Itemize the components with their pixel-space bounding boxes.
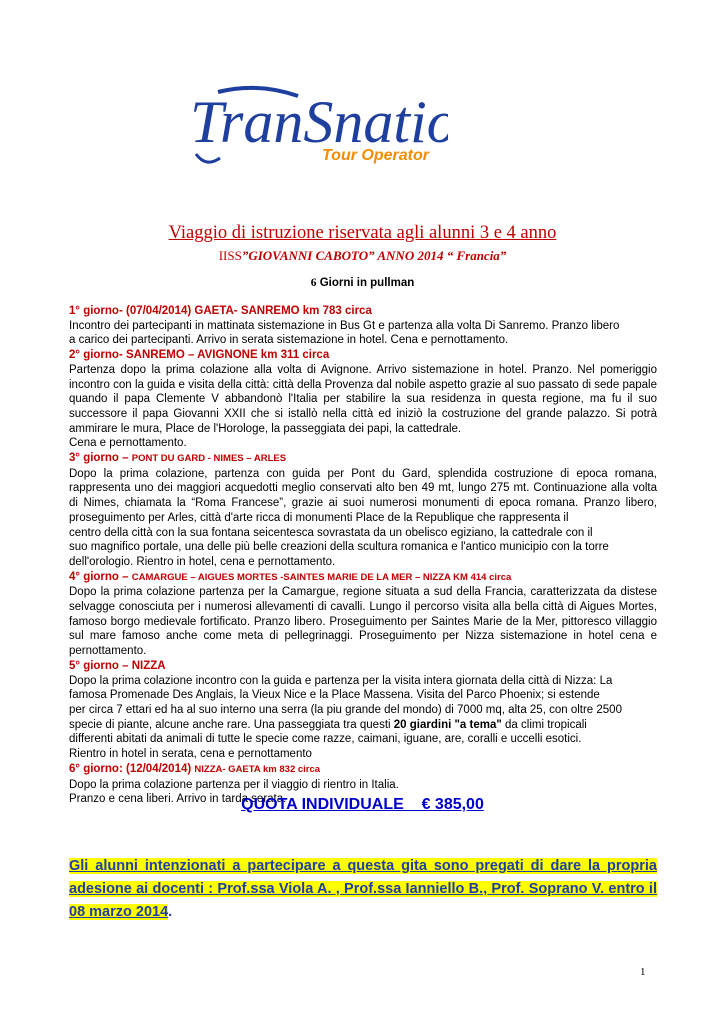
day-3-text: Dopo la prima colazione, partenza con guida per Pont du Gard, splendida costruzione di epoca romana, rappresenta uno dei maggiori acquedotti meglio conservati alto ben 49 mt, lungo 275 mt. Continuazione alla volta di Nimes, chiamata la “Roma Francese”, grazie ai suoi numerosi monumenti di epoca romana. Pranzo libero, proseguimento per Arles, città d'arte ricca di monumenti Place de la Republique che rappresenta il xyxy=(69,467,657,524)
day-2-heading: 2° giorno- SANREMO – AVIGNONE km 311 circa xyxy=(69,349,330,362)
day-3-line-1: centro della città con la sua fontana seicentesca sovrastata da un obelisco egiziano, la cattedrale con il xyxy=(69,526,593,539)
days-text: Giorni in pullman xyxy=(319,277,415,289)
day-1-heading: 1° giorno- (07/04/2014) GAETA- SANREMO km 783 circa xyxy=(69,305,372,317)
day-1-line-1: Incontro dei partecipanti in mattinata sistemazione in Bus Gt e partenza alla volta Di Sanremo. Pranzo libero xyxy=(69,319,620,332)
day-5-heading-b: NIZZA xyxy=(131,659,166,672)
day-3-heading-b: PONT DU GARD - NIMES – ARLES xyxy=(131,453,287,465)
days-number: 6 xyxy=(310,277,317,289)
day-6-heading-b: NIZZA- GAETA km 832 circa xyxy=(194,763,321,775)
day-5-line-4 xyxy=(69,718,657,733)
day-6-line-2: Pranzo e cena liberi. Arrivo in tarda serata. xyxy=(69,793,287,806)
day-5-line-4-c: da climi tropicali xyxy=(501,718,587,731)
quota-individuale: QUOTA INDIVIDUALE € 385,00 xyxy=(241,796,484,813)
day-5-line-5: differenti abitati da animali di tutte le specie come razze, caimani, iguane, are, coralli e uccelli esotici. xyxy=(69,733,582,746)
day-4-heading-b: CAMARGUE – AIGUES MORTES -SAINTES MARIE DE LA MER – NIZZA KM 414 circa xyxy=(131,571,512,583)
day-3-line-2: suo magnifico portale, una delle più belle creazioni della scultura romanica e l'antico municipio con la torre xyxy=(69,541,609,554)
subtitle-main: ”GIOVANNI CABOTO” ANNO 2014 “ Francia” xyxy=(241,248,507,263)
itinerary xyxy=(69,304,657,807)
logo-tagline: Tour Operator xyxy=(322,147,429,164)
day-4-heading xyxy=(69,570,657,586)
registration-note-text: Gli alunni intenzionati a partecipare a questa gita sono pregati di dare la propria adesione ai docenti : Prof.ssa Viola A. , Prof.ssa Ianniello B., Prof. Soprano V. entro il 08 marzo 2014 xyxy=(69,858,657,920)
registration-note-tail: . xyxy=(168,904,173,920)
day-5-heading xyxy=(69,659,657,674)
day-3-heading xyxy=(69,451,657,467)
day-3-line-3: dell'orologio. Rientro in hotel, cena e pernottamento. xyxy=(69,555,336,568)
page-subtitle xyxy=(0,248,725,264)
day-5-heading-a: 5° giorno – xyxy=(69,659,132,672)
day-5-line-4-bold: 20 giardini "a tema" xyxy=(393,718,502,731)
day-4-heading-a: 4° giorno – xyxy=(69,570,132,583)
page-title: Viaggio di istruzione riservata agli alunni 3 e 4 anno xyxy=(168,223,557,243)
transnational-logo xyxy=(188,84,448,176)
day-5-line-3: per circa 7 ettari ed ha al suo interno una serra (la piu grande del mondo) di 7000 mq, alta 25, con oltre 2500 xyxy=(69,703,622,716)
day-2-extra: Cena e pernottamento. xyxy=(69,437,187,450)
day-1-line-2: a carico dei partecipanti. Arrivo in serata sistemazione in hotel. Cena e pernottamento. xyxy=(69,334,509,347)
day-5-line-2: famosa Promenade Des Anglais, la Vieux Nice e la Place Massena. Visita del Parco Phoenix; si estende xyxy=(69,689,600,702)
day-2-text: Partenza dopo la prima colazione alla volta di Avignone. Arrivo sistemazione in hotel. Pranzo. Nel pomeriggio incontro con la guida e visita della città: città della Provenza dal nobile aspetto grazie al suo passato di sede papale quando il papa Clemente V abbandonò l'Italia per stabilire la sua residenza in questa regione, ma fu il suo successore il papa Giovanni XXII che si istallò nella città ed iniziò la costruzione del grande palazzo. Si potrà ammirare le mura, Place de l'Horologe, la passeggiata dei papi, la cattedrale. xyxy=(69,363,657,435)
day-5-line-6: Rientro in hotel in serata, cena e pernottamento xyxy=(69,748,312,761)
day-6-line-1: Dopo la prima colazione partenza per il viaggio di rientro in Italia. xyxy=(69,778,399,791)
day-5-line-1: Dopo la prima colazione incontro con la guida e partenza per la visita intera giornata della città di Nizza: La xyxy=(69,674,613,687)
day-3-heading-a: 3° giorno – xyxy=(69,452,132,465)
subtitle-prefix: IISS xyxy=(218,248,242,263)
day-6-heading-a: 6° giorno: (12/04/2014) xyxy=(69,762,195,775)
registration-note xyxy=(69,855,657,924)
page-number: 1 xyxy=(640,966,646,978)
day-6-heading xyxy=(69,762,657,778)
logo-brand: TranSnati xyxy=(190,89,427,155)
day-4-text: Dopo la prima colazione partenza per la Camargue, regione situata a sud della Francia, caratterizzata da distese selvagge conosciuta per i numerosi allevamenti di cavalli. Lungo il percorso visita alla bella città di Aigues Mortes, famoso borgo medievale fortificato. Pranzo libero. Proseguimento per Saintes Marie de la Mer, pittoresco villaggio sul mare famoso anche come meta di pellegrinaggi. Proseguimento per Nizza sistemazione in hotel cena e pernottamento. xyxy=(69,586,657,658)
day-5-line-4-a: specie di piante, alcune anche rare. Una passeggiata tra questi xyxy=(69,718,394,731)
days-line xyxy=(0,277,725,289)
